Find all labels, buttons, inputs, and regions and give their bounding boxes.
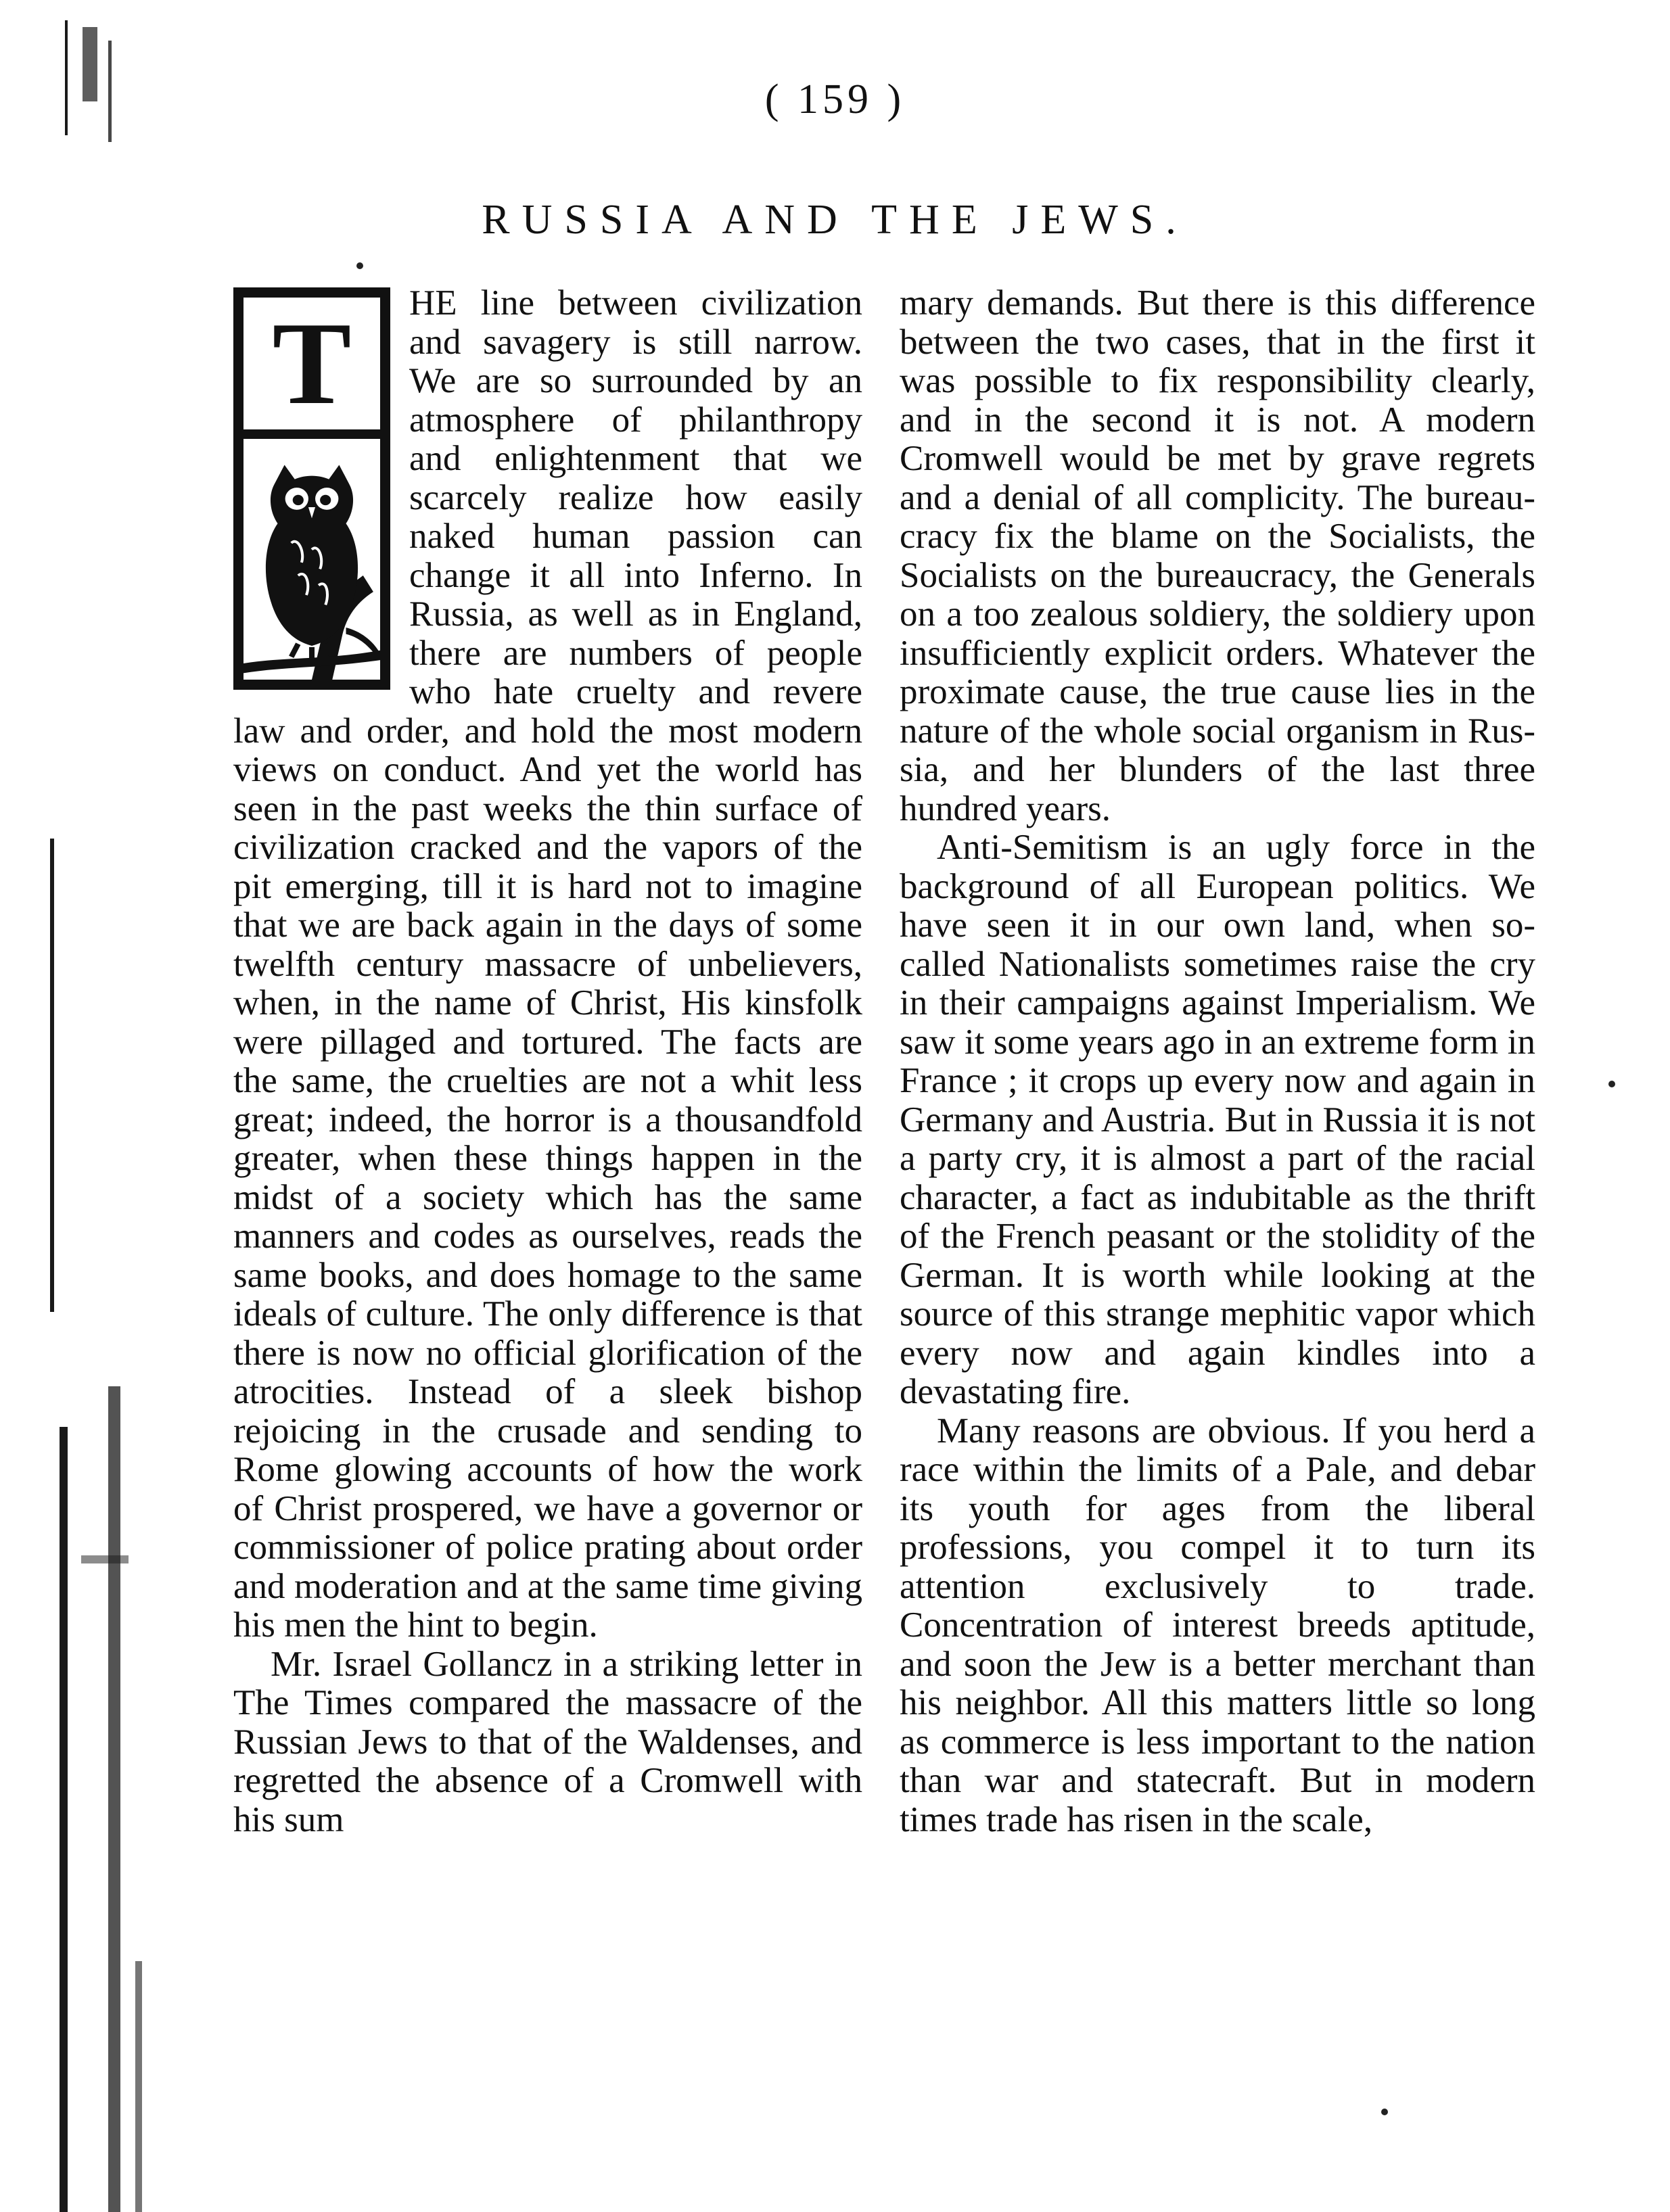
owl-icon <box>243 439 380 680</box>
article-title: RUSSIA AND THE JEWS. <box>482 197 1188 243</box>
dropcap-letter-box <box>243 298 380 439</box>
scan-binding-edge <box>41 0 142 2212</box>
dropcap-letter: T <box>272 298 352 429</box>
right-paragraph-3: Many reasons are obvious. If you herd a race within the limits of a Pale, and debar its youth for ages from the liberal professions, you compel it to turn its attention exclusively to trade. Concentration of interest breeds aptitude, and soon the Jew is a better merchant than his neighbor. All this matters little so long as commerce is less important to the nation than war and statecraft. But in modern times trade has risen in the scale, <box>900 1411 1535 1839</box>
left-column <box>233 284 862 1839</box>
dropcap-initial <box>233 287 390 690</box>
page-number: ( 159 ) <box>764 76 906 122</box>
left-paragraph-2: Mr. Israel Gollancz in a striking letter in The Times compared the massacre of the Russian Jews to that of the Waldenses, and regretted the absence of a Cromwell with his sum <box>233 1644 862 1839</box>
left-paragraph-1: HE line between civilization and savagery is still narrow. We are so surrounded by an atmosphere of philanthropy and enlightenment that we scarcely realize how easily naked human passion can change it all into Inferno. In Russia, as well as in England, there are numbers of people who hate cruelty and revere law and order, and hold the most modern views on conduct. And yet the world has seen in the past weeks the thin surface of civilization cracked and the vapors of the pit emerging, till it is hard not to imagine that we are back again in the days of some twelfth century massacre of unbelievers, when, in the name of Christ, His kinsfolk were pillaged and tortured. The facts are the same, the cruelties are not a whit less great; indeed, the horror is a thousandfold greater, when these things happen in the midst of a society which has the same manners and codes as ourselves, reads the same books, and does homage to the same ideals of culture. The only difference is that there is now no official glorification of the atrocities. Instead of a sleek bishop rejoicing in the crusade and sending to Rome glowing accounts of how the work of Christ prospered, we have a governor or commissioner of police prating about order and moderation and at the same time giving his men the hint to begin. <box>233 283 862 1645</box>
print-speck <box>1608 1081 1615 1087</box>
print-speck <box>356 262 363 269</box>
right-paragraph-1: mary demands. But there is this difference between the two cases, that in the first it was possible to fix responsibility clearly, and in the second it is not. A modern Cromwell would be met by grave regrets and a denial of all complicity. The bureaucracy fix the blame on the Socialists, the Socialists on the bureaucracy, the Generals on a too zealous soldiery, the soldiery upon insufficiently explicit orders. Whatever the proximate cause, the true cause lies in the nature of the whole social organism in Russia, and her blunders of the last three hundred years. <box>900 283 1535 828</box>
right-paragraph-2: Anti-Semitism is an ugly force in the background of all European politics. We have seen it in our own land, when so-called Nationalists sometimes raise the cry in their campaigns against Imperialism. We saw it some years ago in an extreme form in France ; it crops up every now and again in Germany and Austria. But in Russia it is not a party cry, it is almost a part of the racial character, a fact as indubitable as the thrift of the French peasant or the stolidity of the German. It is worth while looking at the source of this strange mephitic vapor which every now and again kindles into a devastating fire. <box>900 828 1535 1411</box>
print-speck <box>1381 2109 1388 2115</box>
right-column <box>900 284 1535 1839</box>
